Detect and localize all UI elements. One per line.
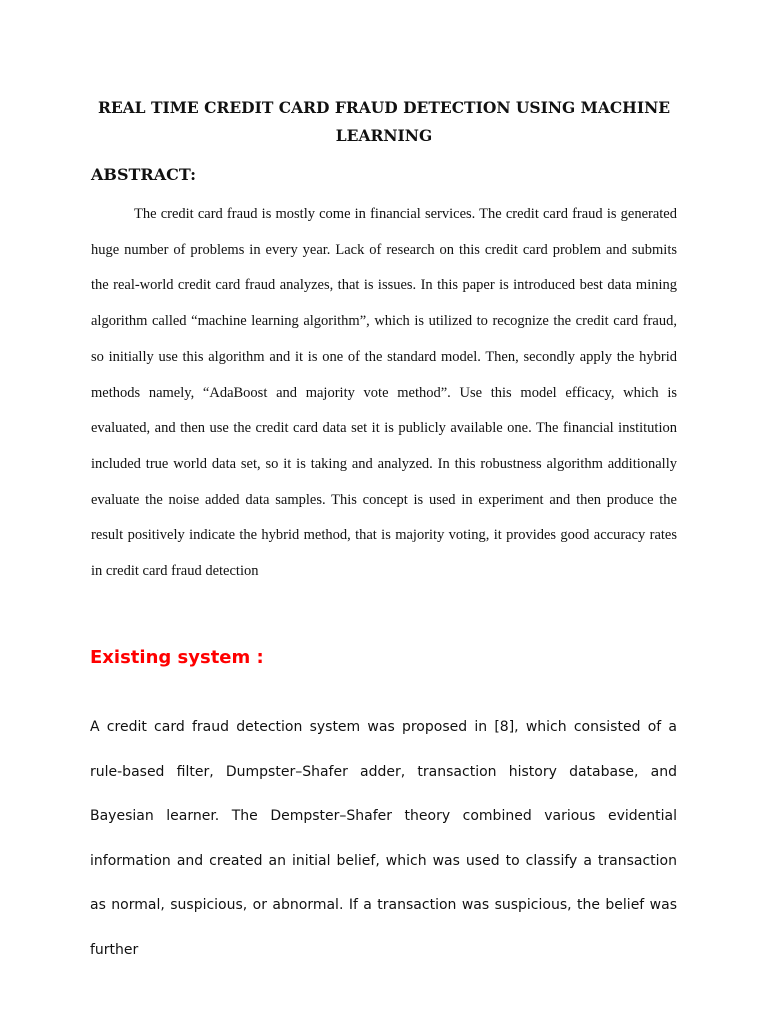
abstract-heading: ABSTRACT: <box>91 165 197 184</box>
existing-system-paragraph: A credit card fraud detection system was proposed in [8], which consisted of a rule-based filter, Dumpster–Shafer adder, transaction history database, and Bayesian learner. The Dempster–Shafer theory combined various evidential information and created an initial belief, which was used to classify a transaction as normal, suspicious, or abnormal. If a transaction was suspicious, the belief was further <box>90 719 677 958</box>
existing-system-heading: Existing system : <box>90 647 264 668</box>
document-title: REAL TIME CREDIT CARD FRAUD DETECTION USING MACHINE LEARNING <box>97 98 671 145</box>
abstract-paragraph: The credit card fraud is mostly come in financial services. The credit card fraud is generated huge number of problems in every year. Lack of research on this credit card problem and submits the real-world credit card fraud analyzes, that is issues. In this paper is introduced best data mining algorithm called “machine learning algorithm”, which is utilized to recognize the credit card fraud, so initially use this algorithm and it is one of the standard model. Then, secondly apply the hybrid methods namely, “AdaBoost and majority vote method”. Use this model efficacy, which is evaluated, and then use the credit card data set it is publicly available one. The financial institution included true world data set, so it is taking and analyzed. In this robustness algorithm additionally evaluate the noise added data samples. This concept is used in experiment and then produce the result positively indicate the hybrid method, that is majority voting, it provides good accuracy rates in credit card fraud detection <box>91 206 677 580</box>
